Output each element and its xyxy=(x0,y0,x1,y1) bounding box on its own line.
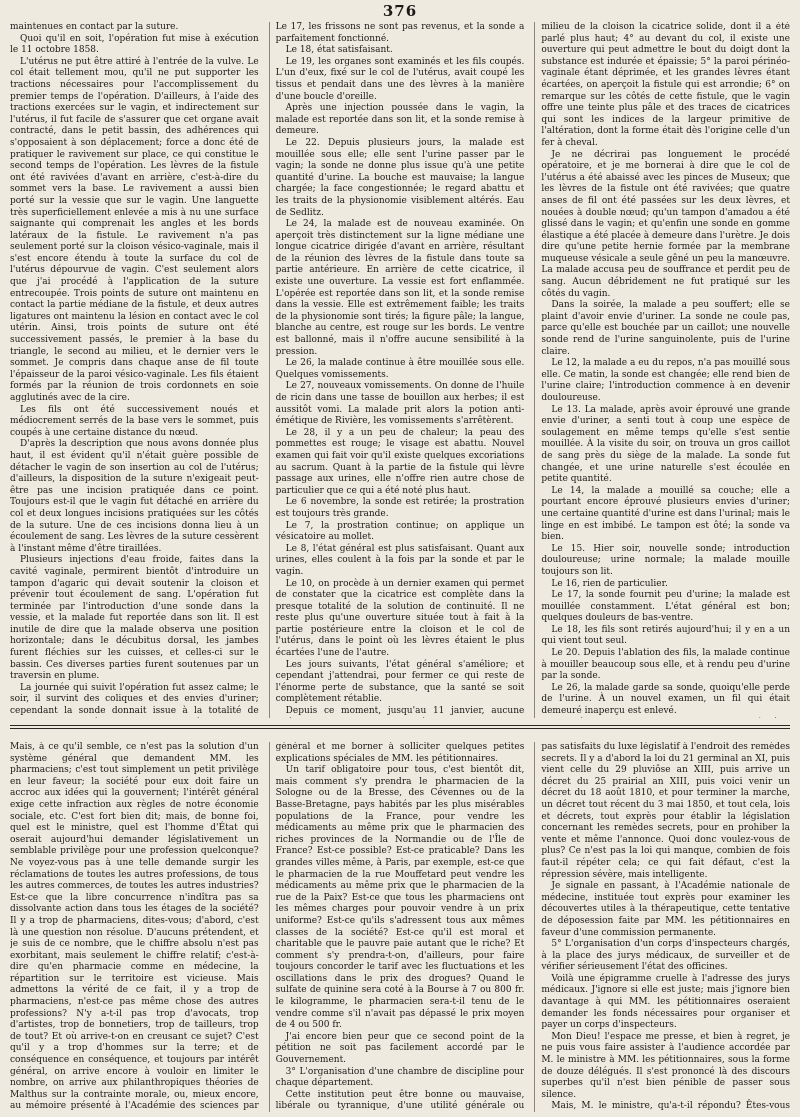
feuilleton-section xyxy=(10,742,790,1112)
paragraph: pas satisfaits du luxe législatif à l'endroit des remèdes secrets. Il y a d'abord la loi du 21 germinal an XI, puis vient celle du 29 pluviôse an XIII, puis arrive un décret du 25 prairial an XIII, puis voici venir un décret du 18 août 1810, et pour terminer la marche, un décret tout récent du 3 mai 1850, et tout cela, lois et décrets, tout exprès pour établir la législation concernant les remèdes secrets, pour en prohiber la vente et même l'annonce. Quoi donc voulez-vous de plus? Ce n'est pas la loi qui manque, combien de fois faut-il répéter cela; ce qui fait défaut, c'est la répression sévère, mais intelligente. xyxy=(541,742,790,880)
paragraph: Mais, M. le ministre, qu'a-t-il répondu? Êtes-vous xyxy=(551,1101,790,1112)
feuilleton-column-right xyxy=(534,742,790,1112)
paragraph: Mais, à ce qu'il semble, ce n'est pas la solution d'un système général que demandent MM. les pharmaciens; c'est tout simplement un petit privilège en leur faveur; la société pour eux doit faire un accroc aux idées qui la gouvernent; l'intérêt général exige cette infraction aux règles de notre économie sociale, etc. C'est fort bien dit; mais, de bonne foi, quel est le ministre, quel est l'homme d'État qui oserait aujourd'hui demander législativement un semblable privilège pour une profession quelconque? Ne voyez-vous pas à une telle demande surgir les réclamations de toutes les autres professions, de tous les autres commerces, de toutes les autres industries? Est-ce que la libre concurrence n'indîtra pas sa dissolvante action dans tous les étages de la société? Il y a trop de pharmaciens, dites-vous; d'abord, c'est là une question non résolue. D'aucuns prétendent, et je suis de ce nombre, que le chiffre absolu n'est pas exorbitant, mais seulement le chiffre relatif; c'est-à-dire qu'en pharmacie comme en médecine, la répartition sur le territoire est vicieuse. Mais admettons la vérité de ce fait, il y a trop de pharmaciens, n'est-ce pas même chose des autres professions? N'y a-t-il pas trop d'avocats, trop d'artistes, trop de bonnetiers, trop de tailleurs, trop de tout? Et où arrive-t-on en creusant ce sujet? C'est qu'il y a trop d'hommes sur la terre; et de conséquence en conséquence, et toujours par intérêt général, on arrive encore à vouloir en limiter le nombre, on arrive aux philanthropiques théories de Malthus sur la contrainte morale, ou, mieux encore, au mémoire présenté à l'Académie des sciences par xyxy=(10,742,259,1112)
paragraph: Le 26, la malade garde sa sonde, quoiqu'elle perde de l'urine. À un nouvel examen, un fil qui était demeuré inaperçu est enlevé. xyxy=(541,682,790,717)
paragraph: Un tarif obligatoire pour tous, c'est bientôt dit, mais comment s'y prendra le pharmacien de la Sologne ou de la Bresse, des Cévennes ou de la Basse-Bretagne, pays habités par les plus misérables populations de la France, pour vendre les médicaments au même prix que le pharmacien des riches provinces de la Normandie ou de l'Île de France? Est-ce possible? Est-ce praticable? Dans les grandes villes même, à Paris, par exemple, est-ce que le pharmacien de la rue Mouffetard peut vendre les médicaments au même prix que le pharmacien de la rue de la Paix? Est-ce que tous les pharmaciens ont les mêmes charges pour pouvoir vendre à un prix uniforme? Est-ce qu'ils s'adressent tous aux mêmes classes de la société? Est-ce qu'il est moral et charitable que le pauvre paie autant que le riche? Et comment s'y prendra-t-on, d'ailleurs, pour faire toujours concorder le tarif avec les fluctuations et les oscillations dans le prix des drogues? Quand le sulfate de quinine sera coté à la Bourse à 7 ou 800 fr. le kilogramme, le pharmacien sera-t-il tenu de le vendre comme s'il n'avait pas dépassé le prix moyen de 4 ou 500 fr. xyxy=(275,765,525,1031)
paragraph: Le 24, la malade est de nouveau examinée. On aperçoit très distinctement sur la ligne médiane une longue cicatrice dirigée d'avant en arrière, résultant de la réunion des lèvres de la fistule dans toute sa partie antérieure. En arrière de cette cicatrice, il existe une ouverture. La vessie est fort enflammée. L'opérée est reportée dans son lit, et la sonde remise dans la vessie. Elle est extrêmement faible; les traits de la physionomie sont tirés; la figure pâle; la langue, blanche au centre, est rouge sur les bords. Le ventre est ballonné, mais il n'offre aucune sensibilité à la pression. xyxy=(275,219,525,357)
paragraph: Le 17, les frissons ne sont pas revenus, et la sonde a parfaitement fonctionné. xyxy=(275,22,525,44)
paragraph: Je signale en passant, à l'Académie nationale de médecine, instituée tout exprès pour examiner les découvertes utiles à la thérapeutique, cette tentative de déposession faite par MM. les pétitionnaires en faveur d'une commission permanente. xyxy=(541,881,790,938)
paragraph: Le 17, la sonde fournit peu d'urine; la malade est mouillée constamment. L'état général est bon; quelques douleurs de bas-ventre. xyxy=(541,590,790,624)
paragraph: J'ai encore bien peur que ce second point de la pétition ne soit pas facilement accordé par le Gouvernement. xyxy=(275,1031,525,1066)
feuilleton-column-middle xyxy=(269,742,525,1112)
paragraph: Le 28, il y a un peu de chaleur; la peau des pommettes est rouge; le visage est abattu. Nouvel examen qui fait voir qu'il existe quelques excoriations au sacrum. Quant à la partie de la fistule qui lèvre passage aux urines, elle n'offre rien autre chose de particulier que ce qui a été noté plus haut. xyxy=(275,427,525,496)
paragraph: Le 12, la malade a eu du repos, n'a pas mouillé sous elle. Ce matin, la sonde est changée; elle rend bien de l'urine claire; l'introduction commence à en devenir douloureuse. xyxy=(541,358,790,403)
paragraph: 5° L'organisation d'un corps d'inspecteurs chargés, à la place des jurys médicaux, de surveiller et de vérifier sérieusement l'état des officines. xyxy=(541,939,790,973)
paragraph: Plusieurs injections d'eau froide, faites dans la cavité vaginale, permirent bientôt d'introduire un tampon d'agaric qui devait soutenir la cloison et prévenir tout écoulement de sang. L'opération fut terminée par l'introduction d'une sonde dans la vessie, et la malade fut reportée dans son lit. Il est inutile de dire que la malade observa une position horizontale; dans le décubitus dorsal, les jambes furent fléchies sur les cuisses, et celles-ci sur le bassin. Ces diverses parties furent soutenues par un traversin en plume. xyxy=(10,555,259,682)
paragraph: Le 7, la prostration continue; on applique un vésicatoire au mollet. xyxy=(275,520,525,543)
paragraph: Le 15. Hier soir, nouvelle sonde; introduction douloureuse; urine normale; la malade mouille toujours son lit. xyxy=(541,543,790,577)
paragraph: général et me borner à solliciter quelques petites explications spéciales de MM. les pétitionnaires. xyxy=(275,742,525,764)
paragraph: Le 18, les fils sont retirés aujourd'hui; il y en a un qui vient tout seul. xyxy=(541,624,790,647)
paragraph: Le 27, nouveaux vomissements. On donne de l'huile de ricin dans une tasse de bouillon aux herbes; il est aussitôt vomi. La malade prit alors la potion anti-émétique de Rivière, les vomissements s'arrêtèrent. xyxy=(275,381,525,427)
paragraph: Les jours suivants, l'état général s'améliore; et cependant j'attendrai, pour fermer ce qui reste de l'énorme perte de substance, que la santé se soit complètement rétablie. xyxy=(275,659,525,705)
paragraph: Le 18, état satisfaisant. xyxy=(285,45,393,56)
paragraph: L'utérus ne put être attiré à l'entrée de la vulve. Le col était tellement mou, qu'il ne put supporter les tractions nécessaires pour l'accomplissement du premier temps de l'opération. D'ailleurs, à l'aide des tractions exercées sur le vagin, et indirectement sur l'utérus, il fut facile de s'assurer que cet organe avait contracté, dans le petit bassin, des adhérences qui s'opposaient à son déplacement; force a donc été de pratiquer le ravivement sur place, ce qui constitue le second temps de l'opération. Les lèvres de la fistule ont été ravivées d'avant en arrière, c'est-à-dire du sommet vers la base. Le ravivement a aussi bien porté sur la vessie que sur le vagin. Une languette très superficiellement enlevée a mis à nu une surface saignante qui comprenait les angles et les bords latéraux de la fistule. Le ravivement n'a pas seulement porté sur la cloison vésico-vaginale, mais il s'est encore étendu à toute la surface du col de l'utérus dépourvue de vagin. C'est seulement alors que j'ai procédé à l'application de la suture entrecoupée. Trois points de suture ont maintenu en contact la partie médiane de la fistule, et deux autres ligatures ont maintenu la lésion en contact avec le col utérin. Ainsi, trois points de suture ont été successivement passés, le premier à la base du triangle, le second au milieu, et le dernier vers le sommet. Je compris dans chaque anse de fil toute l'épaisseur de la paroi vésico-vaginale. Les fils étaient formés par la réunion de trois cordonnets en soie agglutinés avec de la cire. xyxy=(10,56,259,403)
paragraph: Dans la soirée, la malade a peu souffert; elle se plaint d'avoir envie d'uriner. La sonde ne coule pas, parce qu'elle est bouchée par un caillot; une nouvelle sonde rend de l'urine sanguinolente, puis de l'urine claire. xyxy=(541,300,790,357)
paragraph: Le 14, la malade a mouillé sa couche; elle a pourtant encore éprouvé plusieurs envies d'uriner; une certaine quantité d'urine est dans l'urinal; mais le linge en est imbibé. Le tampon est ôté; la sonde va bien. xyxy=(541,485,790,543)
paragraph: Depuis ce moment, jusqu'au 11 janvier, aucune xyxy=(285,706,525,717)
paragraph: Le 19, les organes sont examinés et les fils coupés. L'un d'eux, fixé sur le col de l'utérus, avait coupé les tissus et pendait dans une des lèvres à la manière d'une boucle d'oreille. xyxy=(275,56,525,102)
paragraph: Voilà une épigramme cruelle à l'adresse des jurys médicaux. J'ignore si elle est juste; mais j'ignore bien davantage à qui MM. les pétitionnaires oseraient demander les fonds nécessaires pour organiser et payer un corps d'inspecteurs. xyxy=(541,973,790,1031)
paragraph: Je ne décrirai pas longuement le procédé opératoire, et je me bornerai à dire que le col de l'utérus a été abaissé avec les pinces de Museux; que les lèvres de la fistule ont été ravivées; que quatre anses de fil ont été passées sur les deux lèvres, et nouées à double nœud; qu'un tampon d'amadou a été glissé dans le vagin; et qu'enfin une sonde en gomme élastique a été placée à demeure dans l'urètre. Je dois dire qu'une petite hernie formée par la membrane muqueuse vésicale a seule gêné un peu la manœuvre. La malade accusa peu de souffrance et perdit peu de sang. Aucun débridement ne fut pratiqué sur les côtés du vagin. xyxy=(541,149,790,299)
paragraph: Quoi qu'il en soit, l'opération fut mise à exécution le 11 octobre 1858. xyxy=(10,33,259,56)
paragraph: milieu de la cloison la cicatrice solide, dont il a été parlé plus haut; 4° au devant du col, il existe une ouverture qui peut admettre le bout du doigt dont la substance est indurée et épaissie; 5° la paroi périnéo-vaginale étant déprimée, et les grandes lèvres étant écartées, on aperçoit la fistule qui est arrondie; 6° on remarque sur les côtés de cette fistule, que le vagin offre une teinte plus pâle et des traces de cicatrices qui sont les indices de la largeur primitive de l'altération, dont la forme était dès l'origine celle d'un fer à cheval. xyxy=(541,22,790,148)
page-number: 376 xyxy=(382,2,418,20)
paragraph: Le 10, on procède à un dernier examen qui permet de constater que la cicatrice est complète dans la presque totalité de la solution de continuité. Il ne reste plus qu'une ouverture située tout à fait à la partie postérieure entre la cloison et le col de l'utérus, dans le point où les lèvres étaient le plus écartées l'une de l'autre. xyxy=(275,578,525,659)
column-right xyxy=(534,22,790,718)
paragraph: Les fils ont été successivement noués et médiocrement serrés de la base vers le sommet, puis coupés à une certaine distance du nœud. xyxy=(10,404,259,438)
paragraph: 3° L'organisation d'une chambre de discipline pour chaque département. xyxy=(275,1066,525,1089)
paragraph: D'après la description que nous avons donnée plus haut, il est évident qu'il n'était guère possible de détacher le vagin de son insertion au col de l'utérus; d'ailleurs, la disposition de la suture n'exigeait peut-être pas une incision pratiquée dans ce point. Toujours est-il que le vagin fut détaché en arrière du col et deux longues incisions pratiquées sur les côtés de la suture. Une de ces incisions donna lieu à un écoulement de sang. Les lèvres de la suture cessèrent à l'instant même d'être tiraillées. xyxy=(10,439,259,554)
section-divider xyxy=(10,725,790,729)
paragraph: Le 8, l'état général est plus satisfaisant. Quant aux urines, elles coulent à la fois par la sonde et par le vagin. xyxy=(275,543,525,577)
paragraph: Le 26, la malade continue à être mouillée sous elle. Quelques vomissements. xyxy=(275,358,525,380)
paragraph: La journée qui suivit l'opération fut assez calme; le soir, il survint des coliques et des envies d'uriner; cependant la sonde donnait issue à la totalité de xyxy=(10,682,259,717)
paragraph: Le 13. La malade, après avoir éprouvé une grande envie d'uriner, a senti tout à coup une espèce de soulagement en même temps qu'elle s'est sentie mouillée. À la visite du soir, on trouva un gros caillot de sang près du siège de la malade. La sonde fut changée, et une urine naturelle s'est écoulée en petite quantité. xyxy=(541,404,790,485)
column-middle xyxy=(269,22,525,718)
paragraph: maintenues en contact par la suture. xyxy=(10,22,179,32)
column-left xyxy=(10,22,259,718)
paragraph: Le 22. Depuis plusieurs jours, la malade est mouillée sous elle; elle sent l'urine passer par le vagin; la sonde ne donne plus issue qu'à une petite quantité d'urine. La bouche est mauvaise; la langue chargée; la face congestionnée; le regard abattu et les traits de la physionomie visiblement altérés. Eau de Sedlitz. xyxy=(275,137,525,218)
paragraph: Cette institution peut être bonne ou mauvaise, libérale ou tyrannique, d'une utilité générale ou xyxy=(275,1089,525,1112)
feuilleton-column-left xyxy=(10,742,259,1112)
case-report-section xyxy=(10,22,790,718)
paragraph: Le 16, rien de particulier. xyxy=(551,578,668,589)
paragraph: Après une injection poussée dans le vagin, la malade est reportée dans son lit, et la sonde remise à demeure. xyxy=(275,103,525,137)
paragraph: Le 20. Depuis l'ablation des fils, la malade continue à mouiller beaucoup sous elle, et à rendu peu d'urine par la sonde. xyxy=(541,648,790,682)
paragraph: Le 6 novembre, la sonde est retirée; la prostration est toujours très grande. xyxy=(275,497,525,519)
paragraph: Mon Dieu! l'espace me presse, et bien à regret, je ne puis vous faire assister à l'audience accordée par M. le ministre à MM. les pétitionnaires, sous la forme de douze délégués. Il s'est prononcé là des discours superbes qu'il n'est bien pénible de passer sous silence. xyxy=(541,1031,790,1100)
